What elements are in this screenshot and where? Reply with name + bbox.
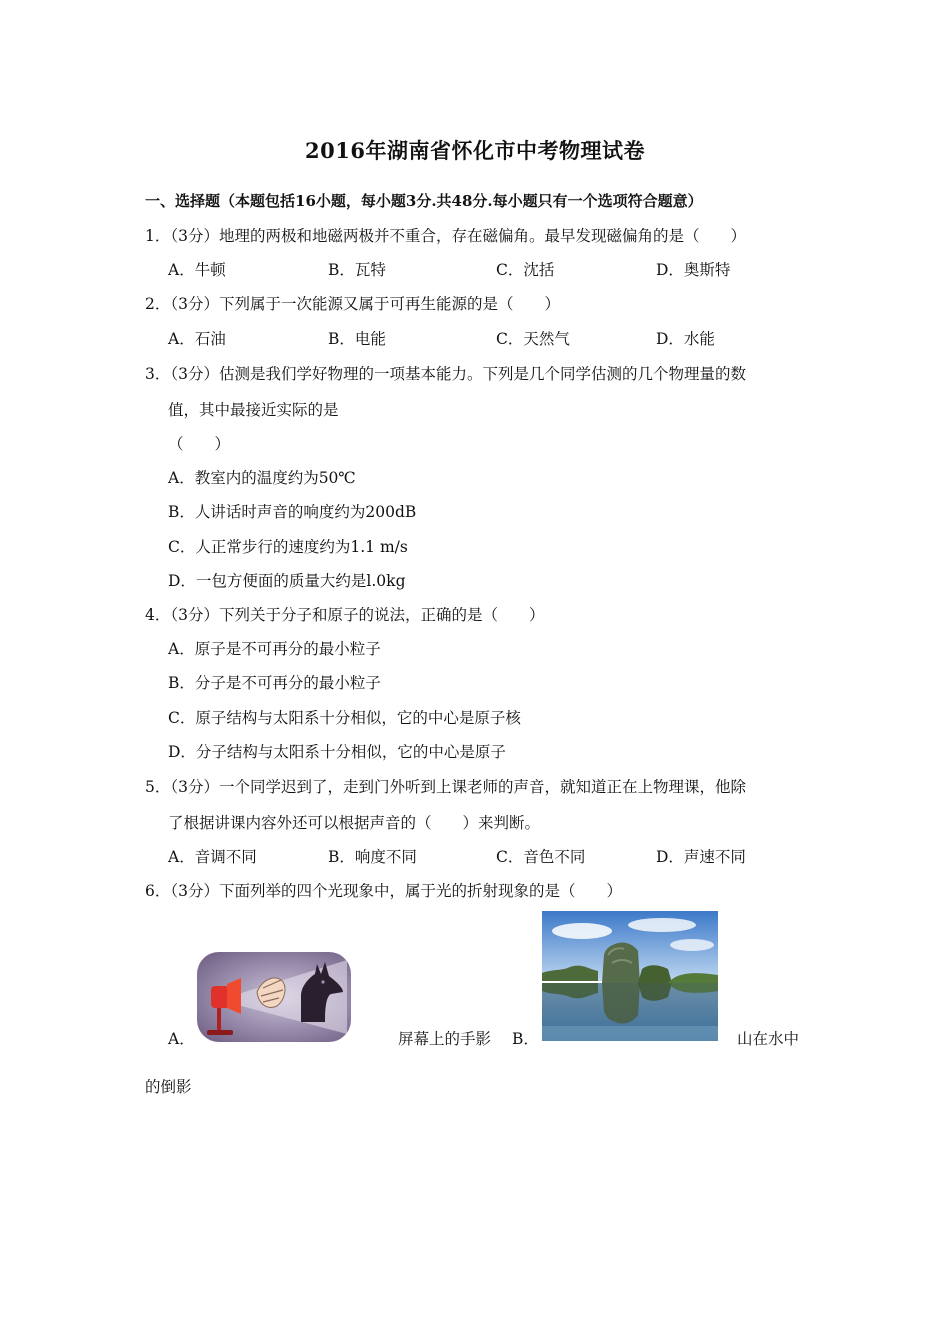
q2-option-c: C．天然气 <box>496 330 570 348</box>
q6-option-b-label: B． <box>512 1030 539 1048</box>
q3-option-d: D．一包方便面的质量大约是l.0kg <box>168 572 406 590</box>
q3-option-a: A．教室内的温度约为50℃ <box>168 469 356 487</box>
q1-option-a: A．牛顿 <box>168 261 226 279</box>
q2-option-b: B．电能 <box>328 330 386 348</box>
q4-option-b: B．分子是不可再分的最小粒子 <box>168 674 381 692</box>
question-2-stem: 2．（3分）下列属于一次能源又属于可再生能源的是（ ） <box>145 295 560 313</box>
question-3-blank: （ ） <box>168 435 231 453</box>
q3-option-b: B．人讲话时声音的响度约为200dB <box>168 503 417 521</box>
q4-option-a: A．原子是不可再分的最小粒子 <box>168 640 381 658</box>
section-heading: 一、选择题（本题包括16小题，每小题3分.共48分.每小题只有一个选项符合题意） <box>145 192 703 210</box>
question-4-stem: 4．（3分）下列关于分子和原子的说法，正确的是（ ） <box>145 606 545 624</box>
q6-option-a-label: A． <box>168 1030 195 1048</box>
question-3-stem-line1: 3．（3分）估测是我们学好物理的一项基本能力。下列是几个同学估测的几个物理量的数 <box>145 365 746 383</box>
question-1-stem: 1．（3分）地理的两极和地磁两极并不重合，存在磁偏角。最早发现磁偏角的是（ ） <box>145 227 746 245</box>
q2-option-a: A．石油 <box>168 330 226 348</box>
q1-option-b: B．瓦特 <box>328 261 386 279</box>
q4-option-d: D．分子结构与太阳系十分相似，它的中心是原子 <box>168 743 506 761</box>
q6-option-b-caption: 山在水中 <box>737 1030 800 1048</box>
question-6-stem: 6．（3分）下面列举的四个光现象中，属于光的折射现象的是（ ） <box>145 882 622 900</box>
page-title: 2016年湖南省怀化市中考物理试卷 <box>305 138 645 163</box>
q2-option-d: D．水能 <box>656 330 715 348</box>
question-5-stem-line2: 了根据讲课内容外还可以根据声音的（ ）来判断。 <box>168 814 541 832</box>
question-5-stem-line1: 5．（3分）一个同学迟到了，走到门外听到上课老师的声音，就知道正在上物理课，他除 <box>145 778 746 796</box>
question-3-stem-line2: 值，其中最接近实际的是 <box>168 401 339 419</box>
q5-option-a: A．音调不同 <box>168 848 257 866</box>
q4-option-c: C．原子结构与太阳系十分相似，它的中心是原子核 <box>168 709 521 727</box>
hand-shadow-image <box>197 952 351 1042</box>
mountain-reflection-image <box>542 911 718 1041</box>
q6-option-a-caption: 屏幕上的手影 <box>398 1030 492 1048</box>
q5-option-c: C．音色不同 <box>496 848 586 866</box>
q1-option-d: D．奥斯特 <box>656 261 731 279</box>
q3-option-c: C．人正常步行的速度约为1.1 m/s <box>168 538 408 556</box>
q6-option-b-caption-continued: 的倒影 <box>145 1078 192 1096</box>
q5-option-b: B．响度不同 <box>328 848 417 866</box>
q1-option-c: C．沈括 <box>496 261 555 279</box>
q5-option-d: D．声速不同 <box>656 848 746 866</box>
